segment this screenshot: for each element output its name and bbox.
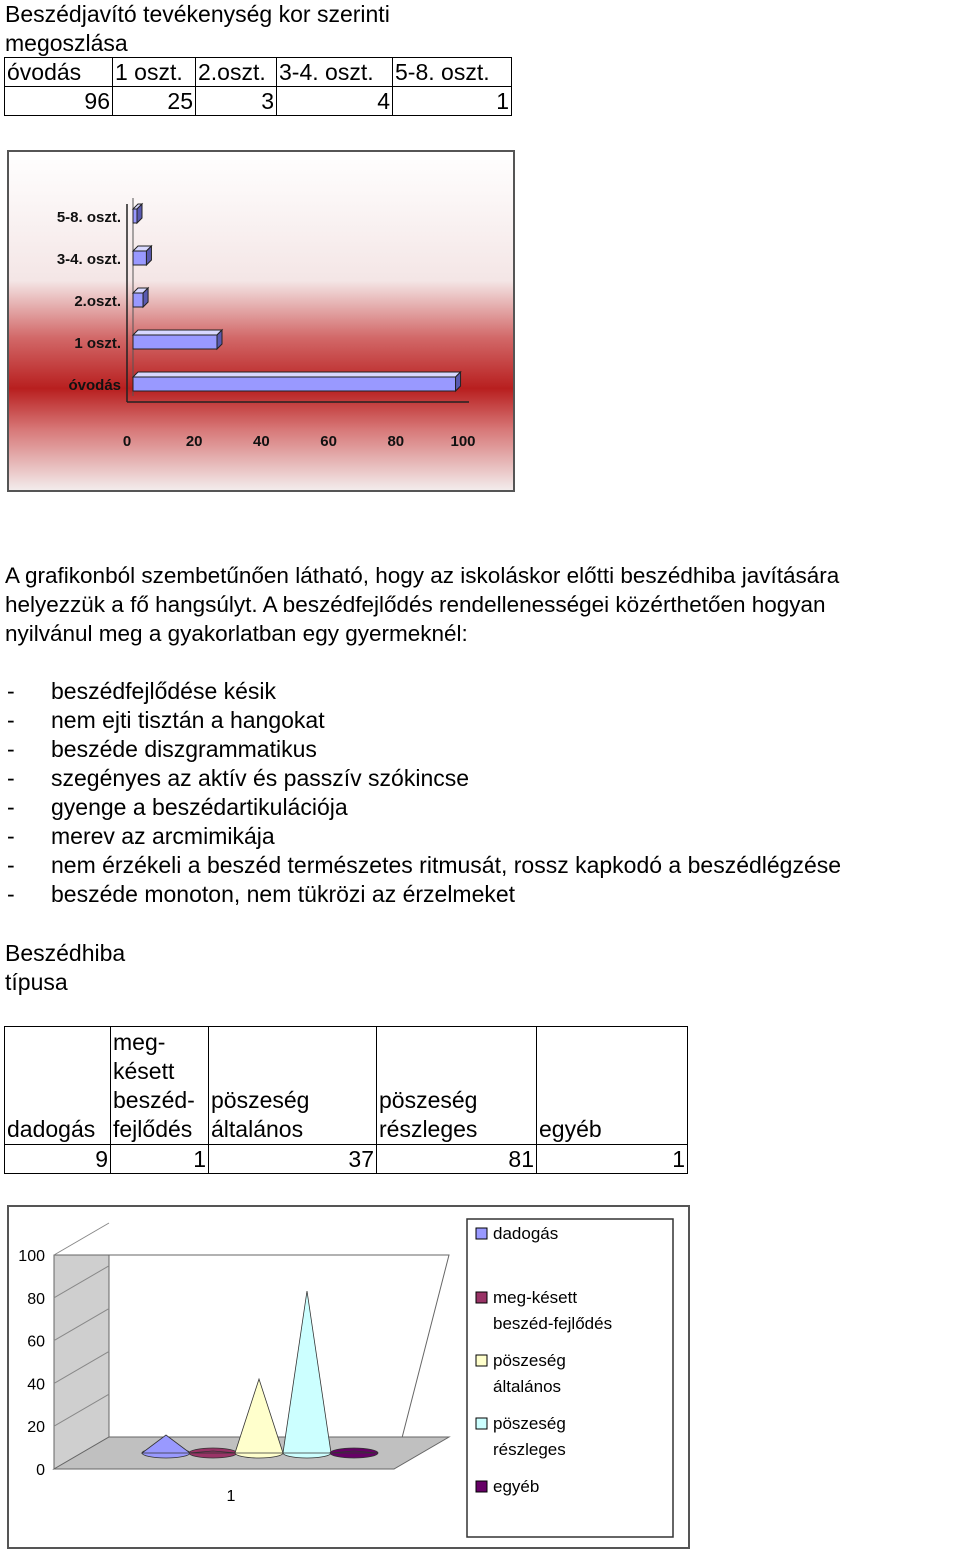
bullet-dash: - bbox=[7, 678, 15, 704]
y-tick-label: 20 bbox=[27, 1419, 45, 1437]
bullet-dash: - bbox=[7, 852, 15, 878]
header-line: részleges bbox=[379, 1116, 478, 1142]
table-header-cell: 2.oszt. bbox=[196, 58, 277, 87]
bullet-dash: - bbox=[7, 823, 15, 849]
table-value-cell: 81 bbox=[377, 1145, 537, 1174]
table-header-cell: óvodás bbox=[5, 58, 113, 87]
defect-cone-chart-svg bbox=[9, 1207, 688, 1547]
table-header-cell: 3-4. oszt. bbox=[277, 58, 393, 87]
header-line: dadogás bbox=[7, 1116, 96, 1142]
list-item bbox=[7, 677, 841, 706]
legend-label: általános bbox=[493, 1377, 562, 1396]
age-bar-chart-svg bbox=[9, 152, 513, 490]
list-item-text: nem érzékeli a beszéd természetes ritmusát, rossz kapkodó a beszédlégzése bbox=[51, 852, 842, 878]
paragraph-line: helyezzük a fő hangsúlyt. A beszédfejlődés rendellenességei közérthetően hogyan bbox=[5, 592, 826, 617]
bar bbox=[133, 251, 146, 265]
table-value-cell: 1 bbox=[111, 1145, 209, 1174]
header-line: pöszeség bbox=[211, 1087, 310, 1113]
bar-top bbox=[133, 372, 461, 377]
x-tick-label: 1 bbox=[226, 1488, 236, 1505]
x-tick-label: 0 bbox=[122, 433, 132, 450]
header-line: pöszeség bbox=[379, 1087, 478, 1113]
table-value-cell: 96 bbox=[5, 87, 113, 116]
age-distribution-table bbox=[4, 57, 512, 116]
header-line: késett bbox=[113, 1058, 175, 1084]
header-line: meg- bbox=[113, 1029, 166, 1055]
list-item-text: gyenge a beszédartikulációja bbox=[51, 794, 348, 820]
table-header-cell: 5-8. oszt. bbox=[393, 58, 512, 87]
speech-defect-table bbox=[4, 1026, 688, 1174]
legend-swatch bbox=[476, 1292, 487, 1303]
y-tick-label: 0 bbox=[36, 1462, 45, 1479]
list-item bbox=[7, 880, 841, 909]
list-item bbox=[7, 706, 841, 735]
analysis-paragraph bbox=[5, 561, 839, 648]
heading-line: Beszédjavító tevékenység kor szerinti bbox=[5, 1, 390, 27]
category-label: 2.oszt. bbox=[74, 293, 121, 310]
bar bbox=[133, 377, 456, 391]
list-item-text: beszéde monoton, nem tükrözi az érzelmeket bbox=[51, 881, 516, 907]
bar bbox=[133, 293, 143, 307]
y-tick-label: 80 bbox=[27, 1290, 45, 1308]
x-tick-label: 60 bbox=[320, 433, 337, 450]
table-value-cell: 25 bbox=[113, 87, 196, 116]
list-item-text: merev az arcmimikája bbox=[51, 823, 275, 849]
gridline bbox=[54, 1223, 109, 1255]
bullet-dash: - bbox=[7, 765, 15, 791]
bar-top bbox=[133, 330, 222, 335]
y-tick-label: 60 bbox=[27, 1333, 45, 1351]
paragraph-line: A grafikonból szembetűnően látható, hogy az iskoláskor előtti beszédhiba javítására bbox=[5, 563, 840, 588]
table-header-cell: 1 oszt. bbox=[113, 58, 196, 87]
x-tick-label: 100 bbox=[450, 433, 476, 450]
bar bbox=[133, 335, 217, 349]
header-line: beszéd- bbox=[113, 1087, 195, 1113]
list-item-text: szegényes az aktív és passzív szókincse bbox=[51, 765, 470, 791]
bullet-dash: - bbox=[7, 881, 15, 907]
defect-cone-chart bbox=[7, 1205, 690, 1549]
bullet-dash: - bbox=[7, 736, 15, 762]
table-value-cell: 9 bbox=[5, 1145, 111, 1174]
legend-label: egyéb bbox=[493, 1477, 540, 1496]
bar bbox=[133, 209, 137, 223]
list-item bbox=[7, 793, 841, 822]
table-header-cell bbox=[209, 1027, 377, 1145]
heading-line: Beszédhiba bbox=[5, 940, 126, 966]
table-header-cell bbox=[377, 1027, 537, 1145]
header-line: egyéb bbox=[539, 1116, 602, 1142]
table-value-cell: 4 bbox=[277, 87, 393, 116]
table-header-cell bbox=[537, 1027, 688, 1145]
header-line: általános bbox=[211, 1116, 304, 1142]
list-item bbox=[7, 764, 841, 793]
legend-label: részleges bbox=[493, 1440, 566, 1459]
list-item-text: nem ejti tisztán a hangokat bbox=[51, 707, 325, 733]
x-tick-label: 20 bbox=[185, 433, 203, 450]
age-bar-chart bbox=[7, 150, 515, 492]
paragraph-line: nyilvánul meg a gyakorlatban egy gyermeknél: bbox=[5, 621, 468, 646]
table-value-cell: 37 bbox=[209, 1145, 377, 1174]
legend-swatch bbox=[476, 1228, 487, 1239]
list-item bbox=[7, 822, 841, 851]
heading-line: típusa bbox=[5, 969, 68, 995]
table-header-cell bbox=[111, 1027, 209, 1145]
category-label: óvodás bbox=[68, 377, 121, 394]
list-item bbox=[7, 735, 841, 764]
table-value-cell: 1 bbox=[393, 87, 512, 116]
legend-swatch bbox=[476, 1481, 487, 1492]
heading-section-age bbox=[5, 0, 390, 58]
header-line: fejlődés bbox=[113, 1116, 193, 1142]
legend-label: meg-késett bbox=[493, 1288, 578, 1307]
y-tick-label: 40 bbox=[27, 1376, 45, 1394]
heading-line: megoszlása bbox=[5, 30, 128, 56]
plot-side-wall bbox=[54, 1255, 109, 1469]
legend-label: beszéd-fejlődés bbox=[493, 1314, 613, 1333]
legend-label: pöszeség bbox=[493, 1414, 566, 1433]
legend-swatch bbox=[476, 1418, 487, 1429]
category-label: 3-4. oszt. bbox=[56, 251, 121, 268]
bullet-dash: - bbox=[7, 794, 15, 820]
bullet-dash: - bbox=[7, 707, 15, 733]
x-tick-label: 80 bbox=[387, 433, 405, 450]
list-item bbox=[7, 851, 841, 880]
category-label: 1 oszt. bbox=[74, 335, 121, 352]
heading-section-type bbox=[5, 939, 125, 997]
table-value-cell: 3 bbox=[196, 87, 277, 116]
y-tick-label: 100 bbox=[18, 1248, 45, 1265]
table-value-cell: 1 bbox=[537, 1145, 688, 1174]
list-item-text: beszéde diszgrammatikus bbox=[51, 736, 317, 762]
list-item-text: beszédfejlődése késik bbox=[51, 678, 277, 704]
legend-label: dadogás bbox=[493, 1224, 559, 1243]
legend-label: pöszeség bbox=[493, 1351, 566, 1370]
legend-swatch bbox=[476, 1355, 487, 1366]
category-label: 5-8. oszt. bbox=[56, 209, 121, 226]
x-tick-label: 40 bbox=[253, 433, 270, 450]
table-header-cell bbox=[5, 1027, 111, 1145]
symptom-list bbox=[7, 677, 841, 909]
